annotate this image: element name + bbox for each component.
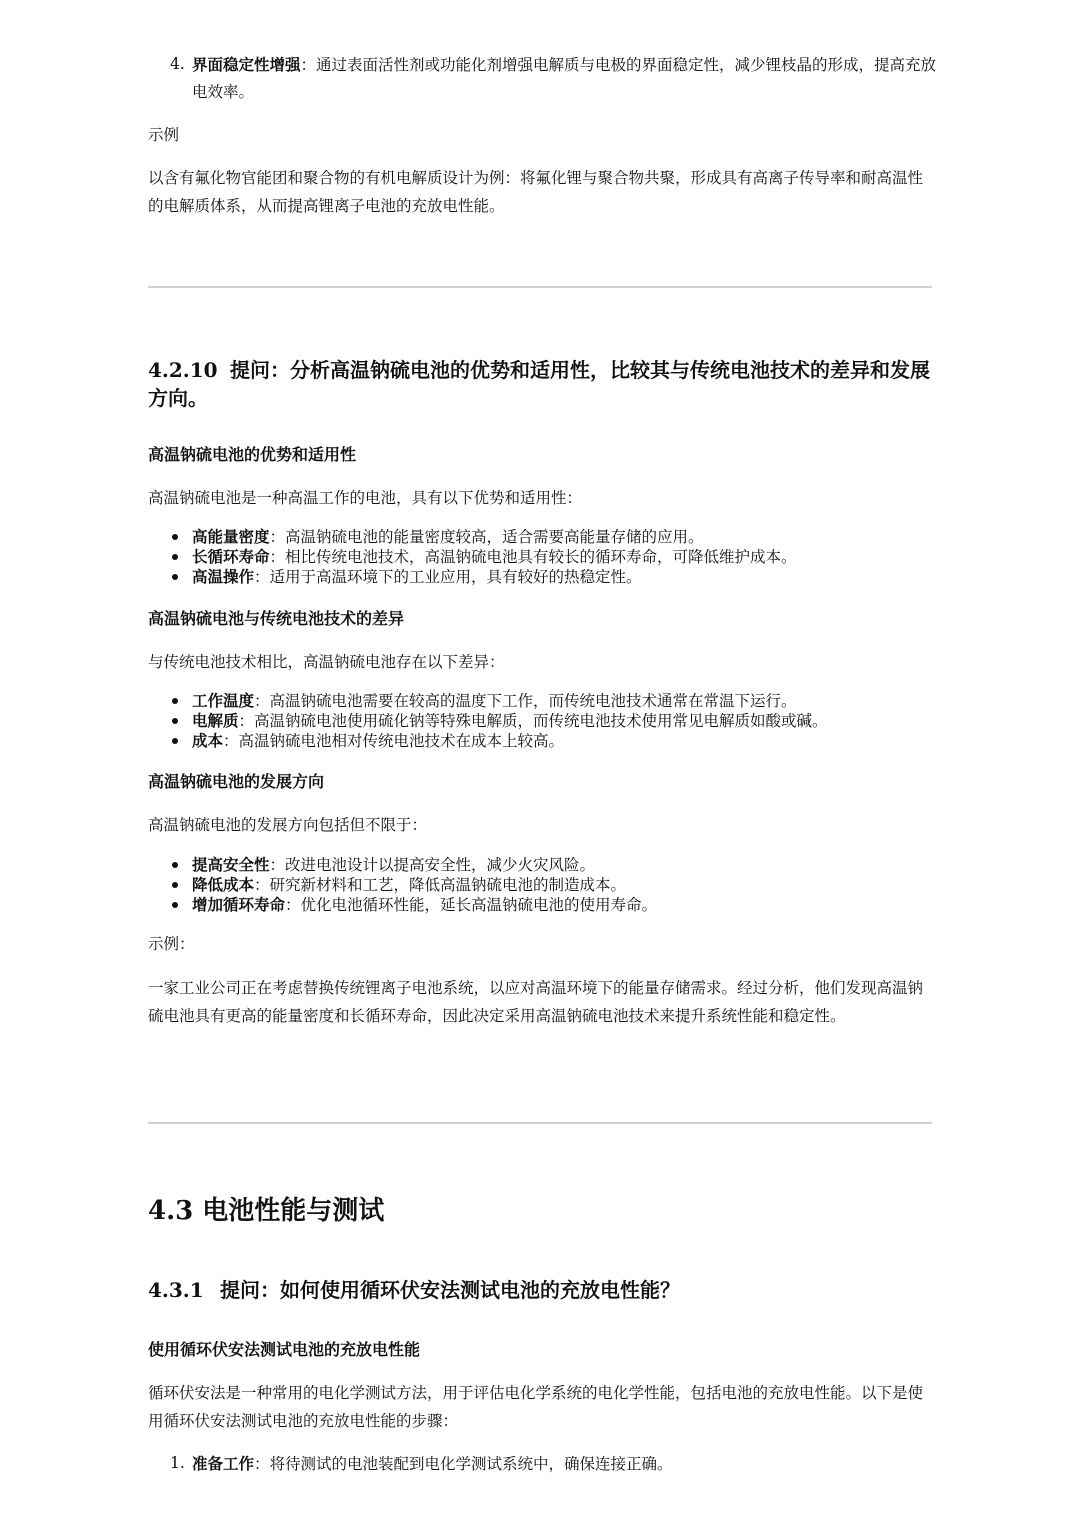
list-item-term: 提高安全性 bbox=[192, 855, 270, 874]
ordered-list-steps bbox=[148, 1450, 938, 1478]
list-item-text: ：优化电池循环性能，延长高温钠硫电池的使用寿命。 bbox=[285, 896, 658, 914]
list-item-term: 长循环寿命 bbox=[192, 547, 270, 566]
list-number: 4. bbox=[170, 55, 185, 73]
list-item bbox=[148, 547, 938, 567]
subsection-intro: 高温钠硫电池的发展方向包括但不限于： bbox=[148, 816, 428, 834]
subsection-intro: 高温钠硫电池是一种高温工作的电池，具有以下优势和适用性： bbox=[148, 489, 583, 507]
list-item bbox=[148, 527, 938, 547]
list-item bbox=[148, 51, 938, 106]
list-item bbox=[148, 895, 938, 915]
list-item-text: ：相比传统电池技术，高温钠硫电池具有较长的循环寿命，可降低维护成本。 bbox=[269, 548, 797, 566]
list-item-term: 高温操作 bbox=[192, 567, 255, 586]
list-item-text: ：通过表面活性剂或功能化剂增强电解质与电极的界面稳定性，减少锂枝晶的形成，提高充放电效率。 bbox=[192, 56, 937, 101]
section-heading-4-3-1 bbox=[148, 1276, 938, 1304]
bullet-list-differences bbox=[148, 691, 938, 751]
ordered-list bbox=[148, 51, 938, 106]
subsection-heading-advantages: 高温钠硫电池的优势和适用性 bbox=[148, 445, 357, 464]
list-item-text: ：高温钠硫电池的能量密度较高，适合需要高能量存储的应用。 bbox=[269, 528, 704, 546]
bullet-list-development bbox=[148, 855, 938, 915]
list-item bbox=[148, 1450, 938, 1478]
intro-paragraph: 循环伏安法是一种常用的电化学测试方法，用于评估电化学系统的电化学性能，包括电池的充放电性能。以下是使用循环伏安法测试电池的充放电性能的步骤： bbox=[148, 1384, 924, 1430]
list-item-term: 工作温度 bbox=[192, 691, 255, 710]
list-item-term: 成本 bbox=[192, 731, 224, 750]
section-divider bbox=[148, 286, 932, 288]
subsection-intro: 与传统电池技术相比，高温钠硫电池存在以下差异： bbox=[148, 653, 505, 671]
example-paragraph: 一家工业公司正在考虑替换传统锂离子电池系统，以应对高温环境下的能量存储需求。经过分析，他们发现高温钠硫电池具有更高的能量密度和长循环寿命，因此决定采用高温钠硫电池技术来提升系统性能和稳定性。 bbox=[148, 979, 924, 1025]
list-item-term: 增加循环寿命 bbox=[192, 895, 286, 914]
section-heading-4-3: 4.3 电池性能与测试 bbox=[148, 1196, 385, 1226]
section-number: 4.3.1 bbox=[148, 1278, 204, 1302]
list-item-text: ：高温钠硫电池使用硫化钠等特殊电解质，而传统电池技术使用常见电解质如酸或碱。 bbox=[238, 712, 828, 730]
list-item bbox=[148, 855, 938, 875]
list-item bbox=[148, 567, 938, 587]
list-item-text: ：研究新材料和工艺，降低高温钠硫电池的制造成本。 bbox=[254, 876, 627, 894]
list-item-term: 高能量密度 bbox=[192, 527, 270, 546]
list-item-term: 电解质 bbox=[192, 711, 239, 730]
list-item-term: 准备工作 bbox=[192, 1454, 255, 1473]
list-item bbox=[148, 731, 938, 751]
section-heading-4-2-10 bbox=[148, 356, 938, 412]
section-divider bbox=[148, 1122, 932, 1124]
example-paragraph: 以含有氟化物官能团和聚合物的有机电解质设计为例：将氟化锂与聚合物共聚，形成具有高离子传导率和耐高温性的电解质体系，从而提高锂离子电池的充放电性能。 bbox=[148, 169, 924, 215]
list-item-text: ：高温钠硫电池需要在较高的温度下工作，而传统电池技术通常在常温下运行。 bbox=[254, 692, 797, 710]
subsection-heading-development: 高温钠硫电池的发展方向 bbox=[148, 772, 325, 791]
list-item bbox=[148, 691, 938, 711]
list-item-text: ：高温钠硫电池相对传统电池技术在成本上较高。 bbox=[223, 732, 565, 750]
bullet-list-advantages bbox=[148, 527, 938, 587]
subsection-heading-differences: 高温钠硫电池与传统电池技术的差异 bbox=[148, 609, 405, 628]
list-item-text: ：改进电池设计以提高安全性，减少火灾风险。 bbox=[269, 856, 596, 874]
section-title: 提问：分析高温钠硫电池的优势和适用性，比较其与传统电池技术的差异和发展方向。 bbox=[148, 358, 930, 410]
section-number: 4.2.10 bbox=[148, 358, 218, 382]
list-item-text: ：适用于高温环境下的工业应用，具有较好的热稳定性。 bbox=[254, 568, 642, 586]
list-item bbox=[148, 711, 938, 731]
list-item-term: 降低成本 bbox=[192, 875, 255, 894]
subsection-heading-cv: 使用循环伏安法测试电池的充放电性能 bbox=[148, 1340, 421, 1359]
example-label: 示例： bbox=[148, 935, 195, 953]
list-item bbox=[148, 875, 938, 895]
list-number: 1. bbox=[170, 1454, 185, 1472]
example-heading: 示例 bbox=[148, 126, 180, 144]
list-item-text: ：将待测试的电池装配到电化学测试系统中，确保连接正确。 bbox=[254, 1455, 673, 1473]
section-title: 提问：如何使用循环伏安法测试电池的充放电性能？ bbox=[220, 1278, 680, 1302]
list-item-term: 界面稳定性增强 bbox=[192, 55, 301, 74]
